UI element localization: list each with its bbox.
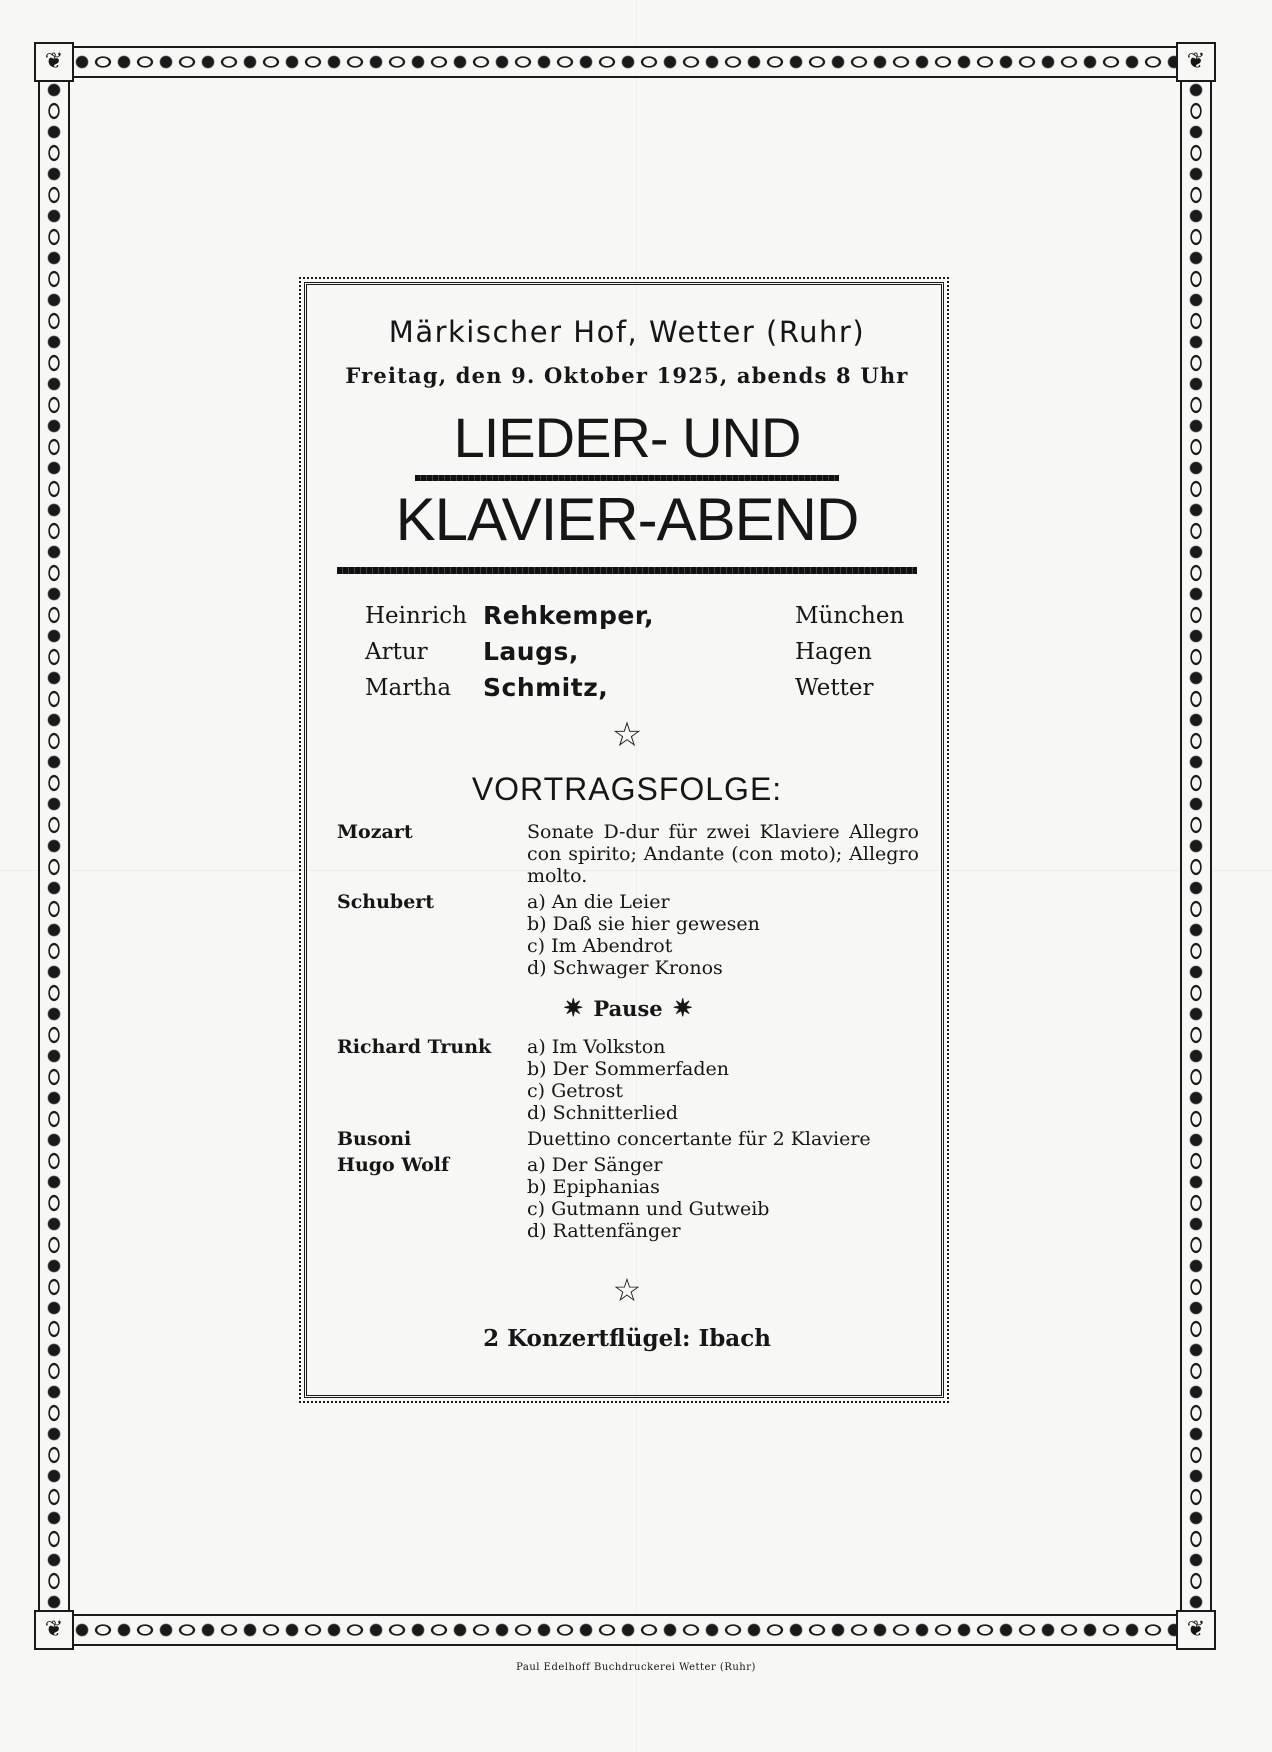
work-item: d) Schnitterlied [527, 1102, 678, 1124]
program-list [337, 821, 919, 1246]
composer: Mozart [337, 821, 413, 843]
work-item: c) Getrost [527, 1080, 624, 1102]
corner-ornament-icon: ❦ [1176, 1610, 1216, 1650]
border-top [38, 46, 1212, 78]
title-rule [415, 475, 839, 481]
corner-ornament-icon: ❦ [34, 42, 74, 82]
title-line-2: KLAVIER-ABEND [395, 486, 859, 553]
artist-row [365, 639, 905, 675]
work-list [527, 1128, 919, 1150]
border-left [38, 46, 70, 1646]
artist-place: Wetter [795, 675, 874, 701]
star-outline-icon: ☆ [611, 715, 643, 755]
border-bottom [38, 1614, 1212, 1646]
title-rule [337, 567, 917, 574]
artist-first-name: Artur [365, 639, 428, 665]
program-entry [337, 1128, 919, 1150]
event-date: Freitag, den 9. Oktober 1925, abends 8 Uhr [345, 363, 909, 388]
artist-row [365, 603, 905, 639]
composer: Richard Trunk [337, 1036, 492, 1058]
work-item: a) An die Leier [527, 891, 670, 913]
artist-first-name: Martha [365, 675, 452, 701]
work-item: a) Im Volkston [527, 1036, 666, 1058]
work-item: b) Der Sommerfaden [527, 1058, 730, 1080]
work-list [527, 891, 919, 979]
artist-first-name: Heinrich [365, 603, 467, 629]
program-entry [337, 891, 919, 979]
work-item: Duettino concertante für 2 Klaviere [527, 1128, 871, 1150]
program-frame [304, 282, 944, 1398]
work-list [527, 1154, 919, 1242]
pause-label: Pause [593, 996, 663, 1021]
corner-ornament-icon: ❦ [1176, 42, 1216, 82]
corner-ornament-icon: ❦ [34, 1610, 74, 1650]
artist-last-name: Rehkemper, [483, 601, 654, 630]
artist-list [365, 603, 905, 711]
asterisk-icon: ✷ [672, 993, 693, 1022]
work-item: c) Im Abendrot [527, 935, 673, 957]
work-list [527, 1036, 919, 1124]
work-item: d) Schwager Kronos [527, 957, 723, 979]
venue: Märkischer Hof, Wetter (Ruhr) [388, 315, 866, 349]
star-outline-icon: ☆ [612, 1271, 642, 1309]
asterisk-icon: ✷ [563, 993, 584, 1022]
artist-place: Hagen [795, 639, 872, 665]
border-right [1180, 46, 1212, 1646]
title-line-1: LIEDER- UND [453, 406, 801, 469]
artist-place: München [795, 603, 905, 629]
work-description: Sonate D-dur für zwei Klaviere Allegro con spirito; Andante (con moto); Allegro molto. [527, 821, 919, 887]
work-item: b) Daß sie hier gewesen [527, 913, 760, 935]
work-item: d) Rattenfänger [527, 1220, 681, 1242]
printer-credit: Paul Edelhoff Buchdruckerei Wetter (Ruhr) [516, 1662, 756, 1673]
composer: Schubert [337, 891, 435, 913]
artist-last-name: Schmitz, [483, 673, 609, 702]
work-item: c) Gutmann und Gutweib [527, 1198, 770, 1220]
program-title: VORTRAGSFOLGE: [471, 771, 783, 807]
composer: Hugo Wolf [337, 1154, 450, 1176]
program-entry [337, 1154, 919, 1242]
program-entry [337, 821, 919, 887]
program-entry [337, 1036, 919, 1124]
pause [337, 993, 919, 1022]
composer: Busoni [337, 1128, 412, 1150]
work-item: b) Epiphanias [527, 1176, 660, 1198]
work-item: a) Der Sänger [527, 1154, 663, 1176]
artist-row [365, 675, 905, 711]
artist-last-name: Laugs, [483, 637, 579, 666]
instrument-note: 2 Konzertflügel: Ibach [483, 1325, 771, 1352]
